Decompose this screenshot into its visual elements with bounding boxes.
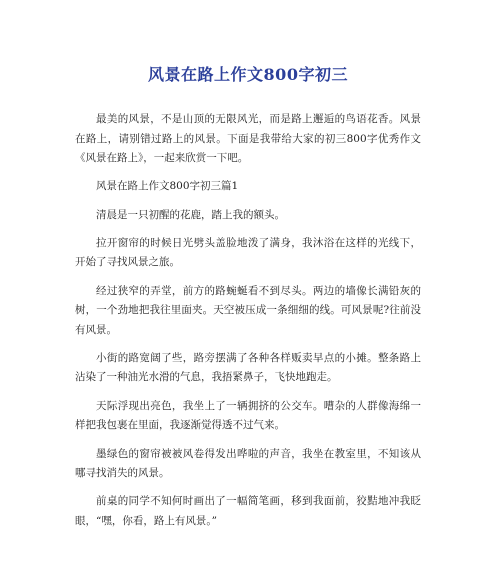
paragraph: 拉开窗帘的时候日光劈头盖脸地泼了满身，我沐浴在这样的光线下，开始了寻找风景之旅。 <box>75 236 421 269</box>
paragraph: 前桌的同学不知何时画出了一幅简笔画，移到我面前，狡黠地冲我眨眼，“嘿，你看，路上有风景。” <box>75 495 421 527</box>
paragraph: 经过狭窄的弄堂，前方的路蜿蜒看不到尽头。两边的墙像长满铅灰的树，一个劲地把我往里面夹。天空被压成一条细细的线。可风景呢?往前没有风景。 <box>75 284 421 336</box>
paragraph: 风景在路上作文800字初三篇1 <box>96 180 239 193</box>
paragraph: 清晨是一只初醒的花鹿，踏上我的额头。 <box>96 208 285 221</box>
document-body <box>75 110 421 540</box>
paragraph: 天际浮现出亮色，我坐上了一辆拥挤的公交车。嘈杂的人群像海绵一样把我包裹在里面，我逐渐觉得透不过气来。 <box>75 399 421 432</box>
paragraph: 墨绿色的窗帘被被风卷得发出哗啦的声音，我坐在教室里，不知该从哪寻找消失的风景。 <box>75 447 421 480</box>
paragraph: 最美的风景，不是山顶的无限风光，而是路上邂逅的鸟语花香。风景在路上，请别错过路上的风景。下面是我带给大家的初三800字优秀作文《风景在路上》，一起来欣赏一下吧。 <box>75 113 421 164</box>
paragraph: 小街的路宽阔了些，路旁摆满了各种各样贩卖早点的小摊。整条路上沾染了一种油光水滑的气息，我捂紧鼻子，飞快地跑走。 <box>75 351 421 384</box>
document-title: 风景在路上作文800字初三 <box>148 65 348 84</box>
